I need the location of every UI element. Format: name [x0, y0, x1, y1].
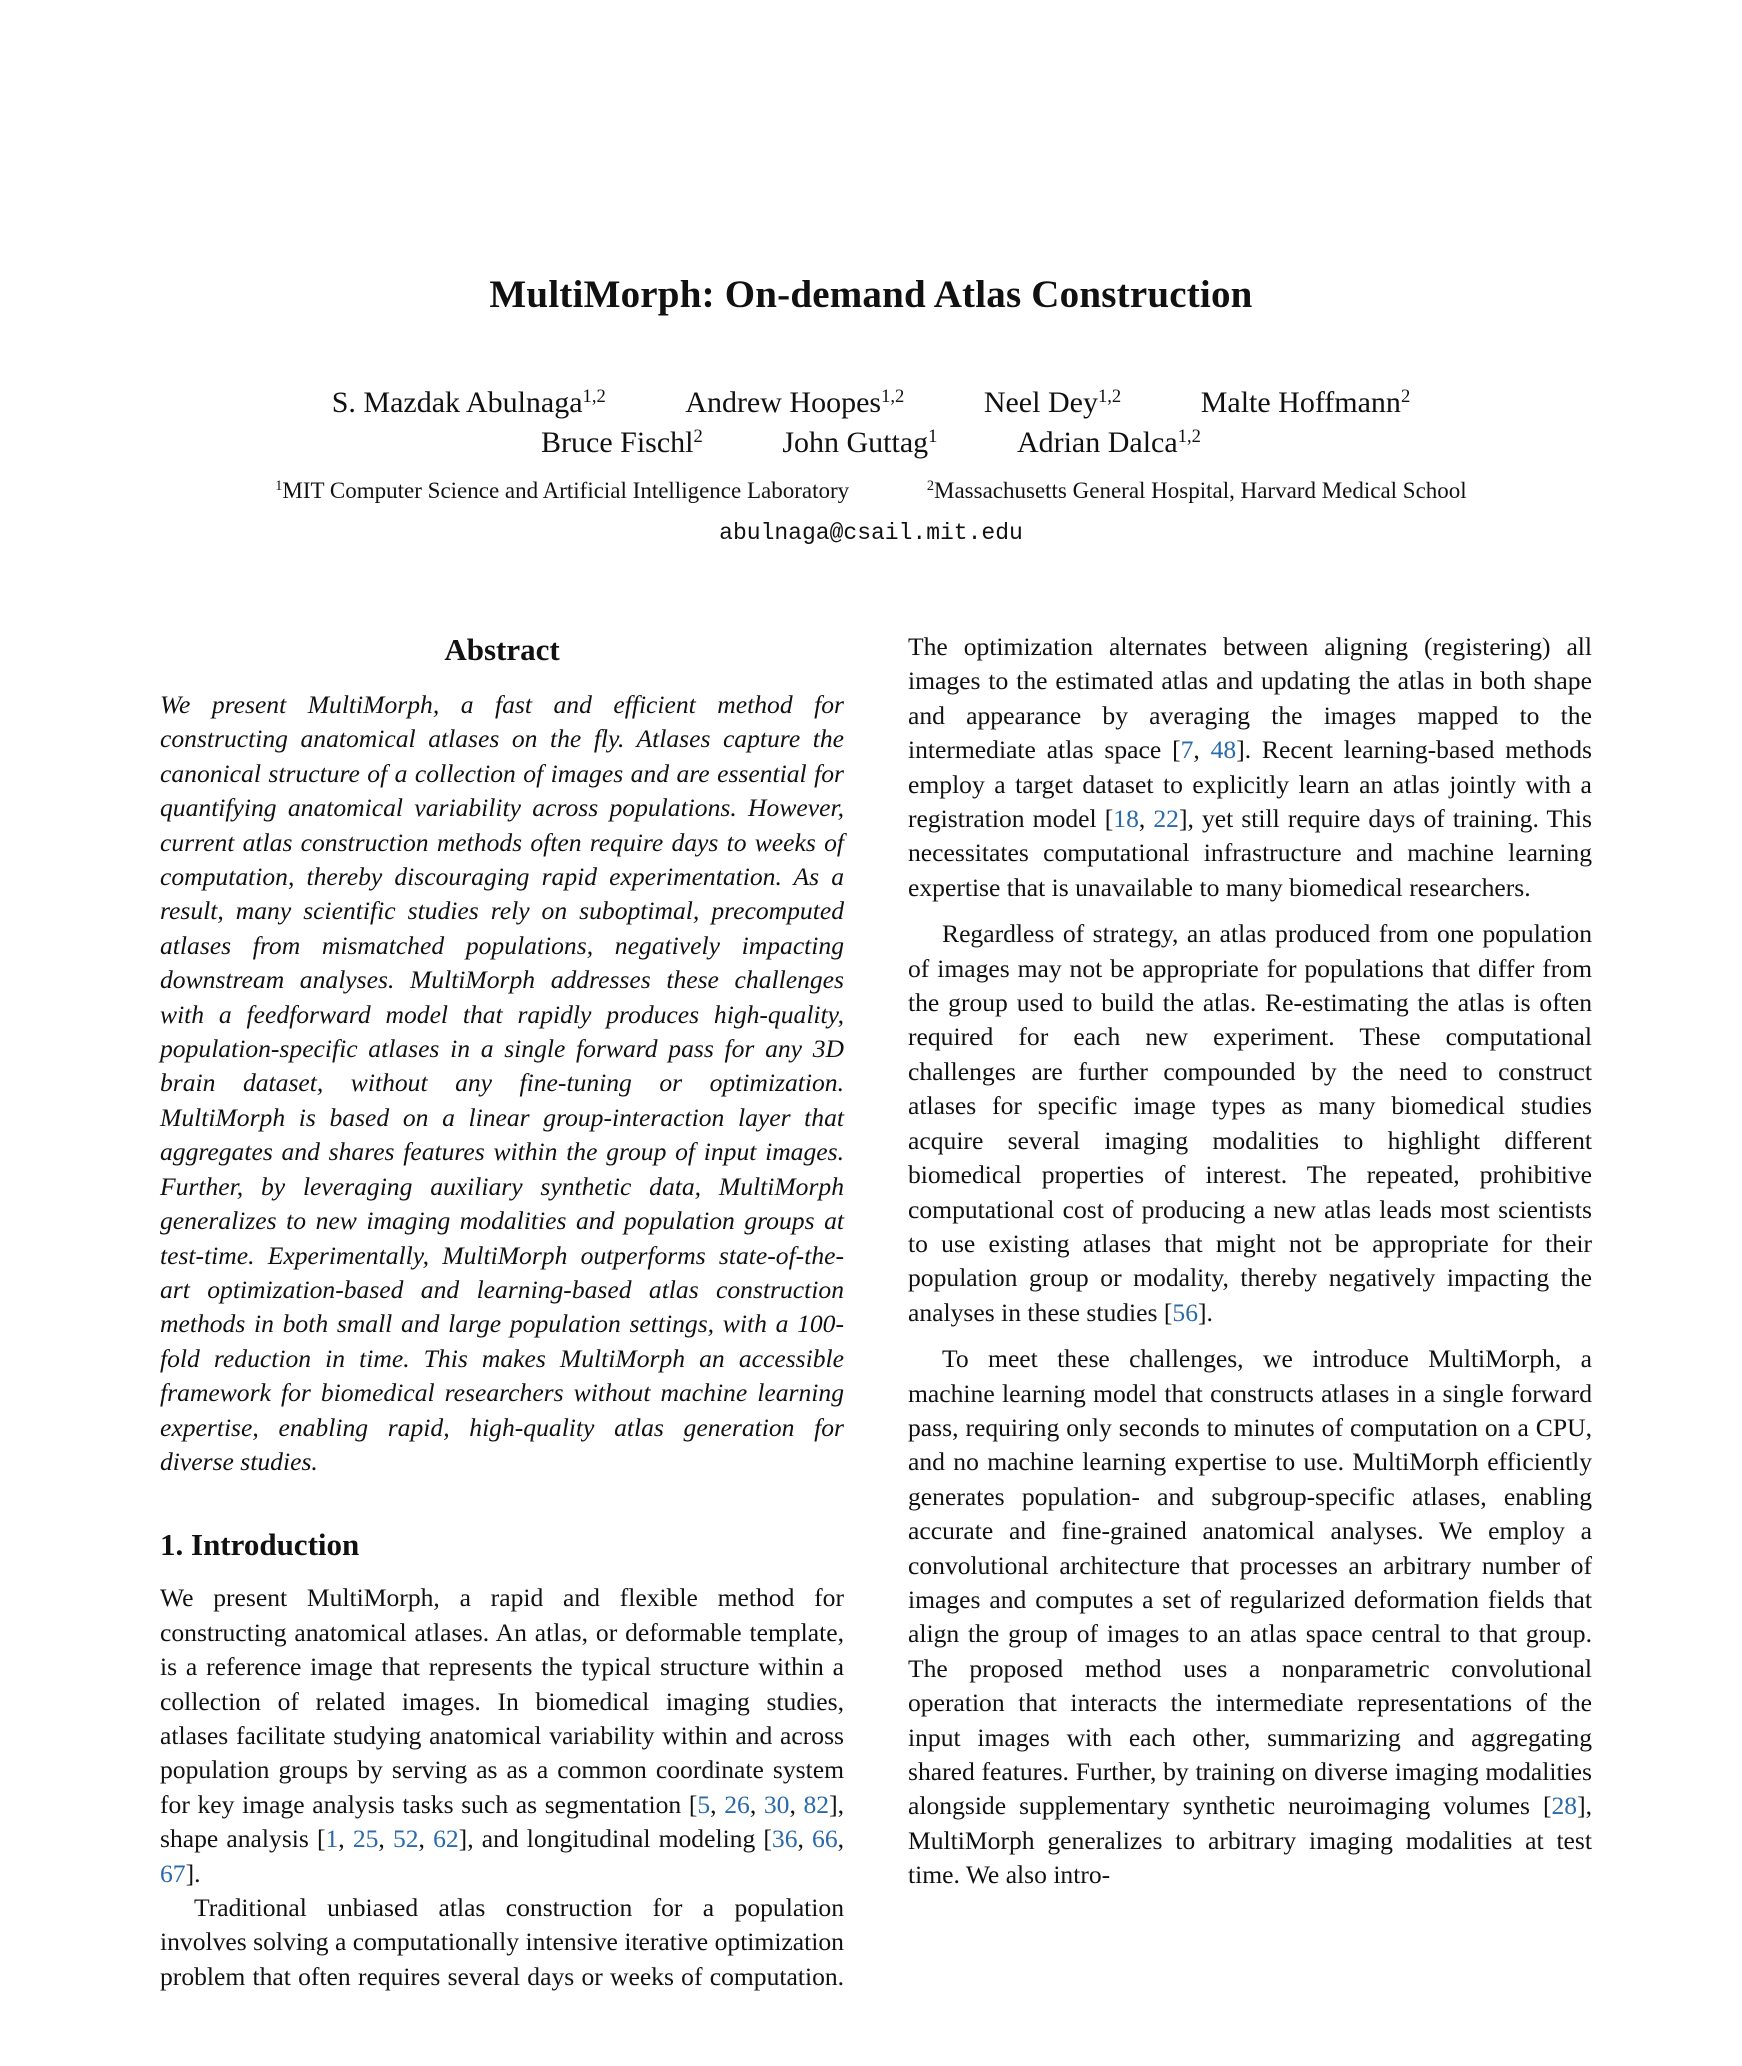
intro-paragraph-2-continued: [908, 630, 1592, 905]
text-run: often: [298, 1961, 351, 1991]
text-run: atlas: [1397, 666, 1445, 696]
text-run: [: [1172, 735, 1181, 765]
affiliation: [275, 478, 849, 504]
affiliation: [927, 478, 1467, 504]
affiliation-mark: 1,2: [582, 385, 606, 407]
right-column: [908, 630, 1592, 1893]
text-run: [1383, 770, 1392, 799]
text-run: a: [994, 769, 1006, 799]
text-run: [703, 1962, 710, 1991]
paper-title: MultiMorph: On-demand Atlas Construction: [489, 273, 1253, 316]
text-run: The: [908, 632, 948, 661]
text-run: of: [1423, 804, 1445, 834]
text-run: ,: [1193, 735, 1200, 765]
text-run: that: [252, 1961, 291, 1991]
text-run: to: [1519, 700, 1540, 730]
text-run: [440, 1962, 447, 1991]
text-run: [1190, 838, 1204, 867]
text-run: the: [1016, 666, 1048, 696]
text-run: in: [1452, 666, 1473, 696]
text-run: the: [1271, 700, 1303, 730]
author-label: S. Mazdak Abulnaga: [331, 386, 583, 419]
contact-email: abulnaga@csail.mit.edu: [719, 520, 1023, 546]
author-label: Neel Dey: [983, 386, 1098, 419]
text-run: between: [1223, 632, 1309, 661]
affiliation-mark: 1,2: [1097, 385, 1122, 407]
text-run: [948, 632, 964, 661]
text-run: to: [988, 666, 1009, 696]
citation-link[interactable]: 28: [1551, 1791, 1578, 1821]
intro-paragraph-3: [908, 917, 1592, 1330]
citation-link[interactable]: 25: [352, 1824, 379, 1854]
text-run: [1128, 701, 1149, 730]
text-run: [485, 1893, 505, 1922]
affiliation-mark: 1,2: [1177, 425, 1201, 447]
text-run: [1280, 804, 1288, 833]
author-name: [984, 386, 1121, 420]
separator: ,: [797, 1824, 813, 1854]
author-label: Malte Hoffmann: [1200, 386, 1401, 419]
text-run: ].: [1236, 735, 1252, 765]
text-run: a: [1580, 769, 1592, 799]
text-run: machine: [1407, 838, 1494, 868]
author-label: Bruce Fischl: [541, 426, 694, 459]
citation-link[interactable]: 56: [1172, 1297, 1199, 1327]
text-run: updating: [1261, 666, 1351, 696]
text-run: [1250, 701, 1271, 730]
text-run: atlas: [1392, 769, 1440, 799]
author-name: [1017, 426, 1201, 460]
text-run: construction: [505, 1893, 633, 1922]
text-run: [945, 701, 966, 730]
citation-link[interactable]: 22: [1153, 804, 1179, 834]
text-run: requires: [357, 1961, 441, 1991]
text-run: with: [1525, 769, 1572, 799]
text-run: [1350, 770, 1359, 799]
affiliation-mark: 2: [693, 425, 703, 447]
text-run: that: [1006, 872, 1046, 902]
left-column: [160, 630, 844, 1994]
text-run: [1208, 666, 1216, 695]
text-run: or: [581, 1961, 603, 1991]
text-run: [1153, 770, 1162, 799]
affiliation-mark: 1: [928, 425, 938, 447]
text-run: learning: [1508, 838, 1593, 868]
text-run: model: [1032, 804, 1097, 834]
text-run: population: [734, 1893, 844, 1922]
abstract-text: We present MultiMorph, a fast and efficient method for constructing anatomical atlases on the fly. Atlases capture the canonical structure of a collection of images and are essential for quantifying anatomical variability across populations. However, current atlas construction methods often require days to weeks of computation, thereby discouraging rapid experimentation. As a result, many scientific studies rely on suboptimal, precomputed atlases from mismatched populations, negatively impacting downstream analyses. MultiMorph addresses these challenges with a feedforward model that rapidly produces high-quality, population-specific atlases in a single forward pass for any 3D brain dataset, without any fine-tuning or optimization. MultiMorph is based on a linear group-interaction layer that aggregates and shares features within the group of input images. Further, by leveraging auxiliary synthetic data, MultiMorph generalizes to new imaging modalities and population groups at test-time. Experimentally, MultiMorph outperforms state-of-the-art optimization-based and learning-based atlas construction methods in both small and large population settings, with a 100-fold reduction in time. This makes MultiMorph an accessible framework for biomedical researchers without machine learning expertise, enabling rapid, high-quality atlas generation for diverse studies.: [160, 690, 844, 1476]
text-run: intermediate: [908, 735, 1036, 765]
text-run: [1440, 770, 1449, 799]
text-run: [1097, 804, 1105, 833]
text-run: [1408, 632, 1424, 661]
text-run: [1539, 804, 1547, 833]
text-run: still: [1241, 804, 1280, 834]
affiliation-text: MIT Computer Science and Artificial Intelligence Laboratory: [282, 478, 850, 503]
text-run: intensive: [525, 1927, 618, 1957]
text-run: employ: [908, 769, 985, 799]
text-run: training.: [1452, 804, 1539, 834]
separator: ,: [749, 1789, 764, 1819]
text-run: [351, 1962, 358, 1991]
text-run: mapped: [1417, 700, 1499, 730]
intro-paragraph-4: [908, 1342, 1592, 1893]
text-run: to: [1162, 769, 1183, 799]
text-run: expertise: [908, 872, 1001, 902]
separator: ,: [789, 1789, 804, 1819]
author-name: [685, 386, 904, 420]
text-run: weeks: [609, 1961, 674, 1991]
text-run: jointly: [1449, 769, 1517, 799]
citation-link[interactable]: 36: [771, 1824, 798, 1854]
text-run: [245, 1962, 252, 1991]
text-run: [: [1104, 804, 1114, 834]
text-run: computational: [1043, 838, 1190, 868]
text-run: [1333, 735, 1344, 764]
text-run: [1342, 838, 1356, 867]
citation-link[interactable]: 48: [1210, 735, 1237, 765]
text-run: This: [1546, 804, 1593, 834]
affiliation-mark: 1,2: [881, 385, 905, 407]
text-run: involves: [160, 1927, 247, 1957]
text-run: a: [702, 1893, 715, 1922]
text-run: [1029, 838, 1043, 867]
text-run: [418, 1893, 438, 1922]
text-run: [682, 1893, 702, 1922]
text-run: ].: [185, 1858, 201, 1888]
text-run: [1200, 735, 1211, 764]
text-run: for: [652, 1893, 683, 1922]
text-run: [1303, 701, 1324, 730]
text-run: many: [1225, 872, 1283, 902]
text-run: To meet these challenges, we introduce MultiMorph, a machine learning model that constructs atlases in a single forward pass, requiring only seconds to minutes of computation on a CPU, and no machine learning expertise to use. MultiMorph efficiently generates population- and subgroup-specific atlases, enabling accurate and fine-grained anatomical analyses. We employ a convolutional architecture that processes an arbitrary number of images and computes a set of regularized deformation fields that align the group of images to an atlas space central to that group. The proposed method uses a nonparametric convolutional operation that interacts the intermediate representations of the input images with each other, summarizing and aggregating shared features. Further, by training on diverse imaging modalities alongside supplementary synthetic neuroimaging volumes [: [908, 1344, 1592, 1821]
text-run: registration: [908, 804, 1025, 834]
text-run: alternates: [1109, 632, 1208, 661]
intro-paragraph-2: [160, 1891, 844, 1994]
text-run: images: [1323, 700, 1397, 730]
text-run: [1025, 804, 1033, 833]
text-run: Recent: [1261, 735, 1333, 765]
text-run: is: [1051, 872, 1069, 902]
text-run: [1445, 804, 1453, 833]
author-name: [541, 426, 703, 460]
text-run: target: [1015, 769, 1073, 799]
text-run: ], shape analysis [: [160, 1789, 845, 1854]
citation-link[interactable]: 62: [433, 1824, 459, 1854]
citation-link[interactable]: 7: [1180, 735, 1194, 765]
text-run: yet: [1201, 804, 1234, 834]
text-run: [1498, 701, 1519, 730]
text-run: [307, 1893, 327, 1922]
text-run: optimization: [963, 632, 1094, 661]
citation-link[interactable]: 5: [697, 1789, 711, 1819]
text-run: several: [447, 1961, 521, 1991]
text-run: learn: [1298, 769, 1350, 799]
text-run: [1081, 701, 1102, 730]
author-name: [332, 386, 606, 420]
text-run: [1094, 735, 1105, 764]
text-run: [1526, 666, 1534, 695]
text-run: [1289, 770, 1298, 799]
text-run: the: [1560, 700, 1592, 730]
citation-link[interactable]: 66: [812, 1824, 838, 1854]
text-run: optimization: [714, 1927, 844, 1957]
text-run: [603, 1962, 610, 1991]
separator: ,: [378, 1824, 393, 1854]
text-run: [1396, 701, 1417, 730]
text-run: and: [1355, 838, 1393, 868]
text-run: ,: [1138, 804, 1146, 834]
text-run: and: [1216, 666, 1254, 696]
text-run: an: [1359, 769, 1384, 799]
text-run: [1308, 632, 1324, 661]
intro-paragraph-1: [160, 1581, 844, 1891]
text-run: by: [1102, 700, 1128, 730]
text-run: the: [1358, 666, 1390, 696]
text-run: methods: [1505, 735, 1592, 765]
text-run: all: [1566, 632, 1593, 661]
text-run: [985, 770, 994, 799]
text-run: images: [908, 666, 981, 696]
text-run: Regardless of strategy, an atlas produced from one population of images may not be appropriate for populations that differ from the group used to build the atlas. Re-estimating the atlas is often required for each new experiment. These computational challenges are further compounded by the need to construct atlases for specific image types as many biomedical studies acquire several imaging modalities to highlight different biomedical properties of interest. The repeated, prohibitive computational cost of producing a new atlas leads most scientists to use existing atlases that might not be appropriate for their population group or modality, thereby negatively impacting the analyses in these studies [: [908, 919, 1592, 1327]
text-run: aligning: [1324, 632, 1409, 661]
text-run: [1207, 632, 1223, 661]
text-run: dataset: [1082, 769, 1154, 799]
section-heading: 1. Introduction: [160, 1527, 360, 1563]
text-run: [1551, 632, 1567, 661]
separator: ,: [837, 1824, 845, 1854]
citation-link[interactable]: 1: [325, 1824, 339, 1854]
text-run: ].: [1198, 1297, 1213, 1327]
citation-link[interactable]: 18: [1113, 804, 1139, 834]
authors-row-1: [0, 386, 1742, 420]
text-run: ], and longitudinal modeling [: [458, 1824, 772, 1854]
text-run: [1494, 838, 1508, 867]
text-run: of: [681, 1961, 703, 1991]
text-run: Traditional: [194, 1893, 307, 1922]
text-run: [1571, 770, 1580, 799]
abstract-heading: Abstract: [444, 632, 560, 667]
text-run: unavailable: [1075, 872, 1194, 902]
author-name: [782, 426, 937, 460]
text-run: iterative: [624, 1927, 709, 1957]
text-run: computationally: [352, 1927, 520, 1957]
text-run: atlas: [1161, 666, 1209, 696]
text-run: [1006, 770, 1015, 799]
text-run: a: [334, 1927, 347, 1957]
citation-link[interactable]: 82: [803, 1789, 830, 1819]
text-run: space: [1104, 735, 1162, 765]
text-run: [1539, 701, 1560, 730]
citation-link[interactable]: 26: [724, 1789, 750, 1819]
text-run: require: [1287, 804, 1361, 834]
text-run: shape: [1533, 666, 1592, 696]
separator: ,: [710, 1789, 725, 1819]
text-run: solving: [253, 1927, 329, 1957]
text-run: [632, 1893, 652, 1922]
text-run: [1390, 666, 1398, 695]
text-run: atlas: [438, 1893, 486, 1922]
affiliation-mark: 1: [275, 478, 283, 495]
text-run: unbiased: [327, 1893, 419, 1922]
text-run: problem: [160, 1961, 246, 1991]
text-run: infrastructure: [1203, 838, 1342, 868]
text-run: and: [908, 700, 945, 730]
text-run: biomedical: [1289, 872, 1403, 902]
text-run: ],: [1178, 804, 1194, 834]
text-run: [1253, 666, 1261, 695]
text-run: [1093, 632, 1109, 661]
text-run: [1036, 735, 1047, 764]
text-run: [1393, 838, 1407, 867]
text-run: days: [527, 1961, 575, 1991]
text-run: necessitates: [908, 838, 1029, 868]
text-run: [1251, 735, 1262, 764]
author-label: Adrian Dalca: [1016, 426, 1178, 459]
text-run: [1161, 735, 1172, 764]
text-run: [1494, 735, 1505, 764]
text-run: (registering): [1424, 632, 1551, 661]
text-run: [714, 1893, 734, 1922]
citation-link[interactable]: 52: [392, 1824, 419, 1854]
text-run: [1516, 770, 1525, 799]
affiliations: [0, 478, 1742, 504]
affiliation-text: Massachusetts General Hospital, Harvard Medical School: [934, 478, 1467, 503]
author-name: [1201, 386, 1411, 420]
author-label: Andrew Hoopes: [685, 386, 882, 419]
affiliation-mark: 2: [1400, 385, 1411, 407]
affiliation-mark: 2: [926, 478, 935, 495]
text-run: appearance: [966, 700, 1082, 730]
text-run: both: [1480, 666, 1526, 696]
text-run: days: [1368, 804, 1416, 834]
text-run: [1183, 770, 1192, 799]
text-run: ], MultiMorph generalizes to arbitrary imaging modalities at test time. We also intro-: [908, 1791, 1592, 1890]
separator: ,: [338, 1824, 353, 1854]
text-run: researchers.: [1409, 872, 1531, 902]
authors-row-2: [0, 426, 1742, 460]
text-run: learning-based: [1343, 735, 1495, 765]
text-run: computation.: [709, 1961, 845, 1991]
text-run: averaging: [1149, 700, 1251, 730]
text-run: atlas: [1046, 735, 1094, 765]
text-run: estimated: [1055, 666, 1154, 696]
citation-link[interactable]: 30: [763, 1789, 790, 1819]
text-run: to: [1199, 872, 1220, 902]
text-run: [1073, 770, 1082, 799]
text-run: We present MultiMorph, a rapid and flexible method for constructing anatomical atlases. An atlas, or deformable template, is a reference image that represents the typical structure within a collection of related images. In biomedical imaging studies, atlases facilitate studying anatomical variability within and across population groups by serving as as a common coordinate system for key image analysis tasks such as segmentation [: [160, 1583, 844, 1819]
text-run: explicitly: [1192, 769, 1290, 799]
text-run: [1194, 804, 1202, 833]
author-label: John Guttag: [782, 426, 929, 459]
citation-link[interactable]: 67: [160, 1858, 186, 1888]
separator: ,: [418, 1824, 434, 1854]
